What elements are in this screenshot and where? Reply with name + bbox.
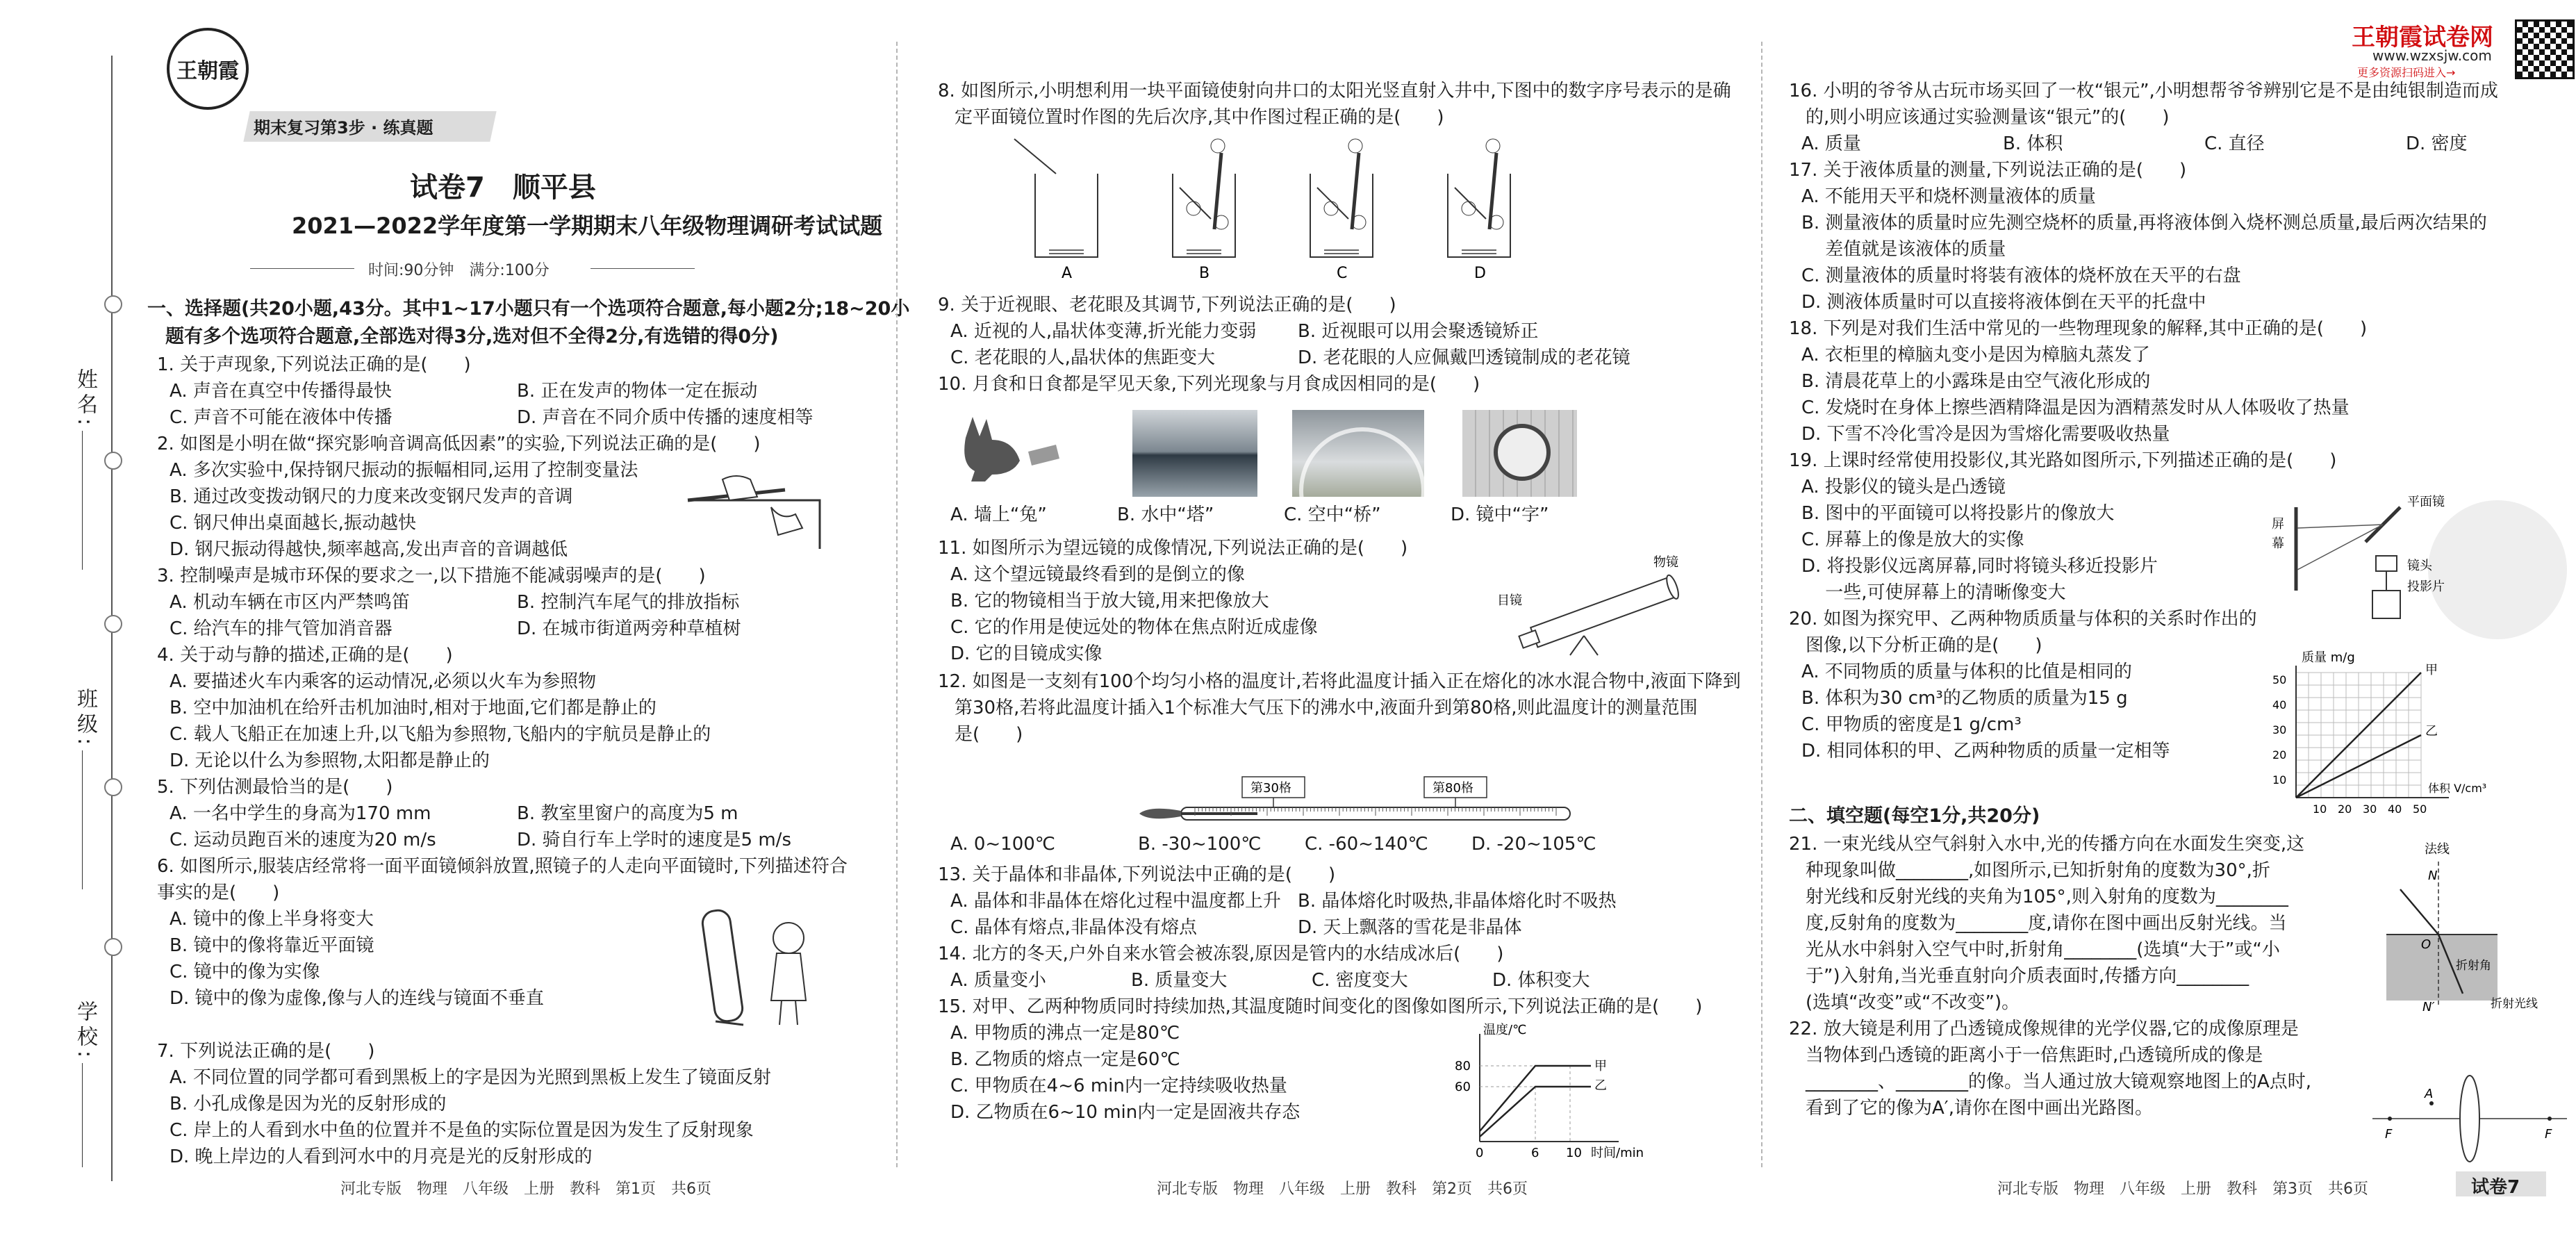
option-d: D. 无论以什么为参照物,太阳都是静止的 [170, 750, 490, 771]
option-d: D. 骑自行车上学时的速度是5 m/s [517, 830, 791, 850]
paper-meta: 时间:90分钟 满分:100分 [368, 262, 550, 279]
question-stem: 8. 如图所示,小明想利用一块平面镜使射向井口的太阳光竖直射入井中,下图中的数字序号表示的是确 [938, 81, 1731, 101]
question-line: 21. 一束光线从空气斜射入水中,光的传播方向在水面发生突变,这 [1789, 834, 2305, 855]
page-1 [0, 0, 910, 1243]
option-b: B. 教室里窗户的高度为5 m [517, 803, 738, 824]
point-o: O [2421, 937, 2431, 952]
question-22 [1789, 1016, 2311, 1121]
mirror [1352, 153, 1359, 229]
question-stem: 10. 月食和日食都是罕见天象,下列光现象与月食成因相同的是( ) [938, 374, 1480, 395]
option-c: C. 晶体有熔点,非晶体没有熔点 [950, 917, 1197, 938]
divider [250, 268, 354, 269]
binding-hole [104, 452, 122, 470]
question-2 [157, 431, 761, 563]
divider [591, 268, 695, 269]
question-stem: 1. 关于声现象,下列说法正确的是( ) [157, 354, 471, 375]
question-stem-line2: 的,则小明应该通过实验测量该“银元”的( ) [1806, 107, 2170, 128]
ytick: 80 [1455, 1059, 1471, 1073]
name-underline [82, 431, 83, 570]
option-d: D. 下雪不冷化雪冷是因为雪熔化需要吸收热量 [1801, 424, 2170, 445]
question-21 [1789, 831, 2304, 1016]
school-label: 学校: [73, 1001, 97, 1062]
step-marker [1211, 139, 1225, 153]
question-line: 光从水中斜射入空气中时,折射角________(选填“大于”或“小 [1806, 939, 2280, 960]
series-jia-label: 甲 [2425, 663, 2438, 677]
chart-ylabel: 温度/℃ [1483, 1023, 1527, 1037]
option-c: C. 钢尺伸出桌面越长,振动越快 [170, 513, 416, 534]
question-9 [938, 292, 1633, 371]
mirror-figure [695, 903, 820, 1028]
question-10 [938, 371, 1480, 397]
binding-hole [104, 778, 122, 796]
option-d: D. 密度 [2406, 133, 2468, 154]
option-a: A. 晶体和非晶体在熔化过程中温度都上升 [950, 891, 1281, 912]
question-stem: 17. 关于液体质量的测量,下列说法正确的是( ) [1789, 160, 2187, 181]
question-20 [1789, 606, 2257, 764]
option-d: D. -20~105℃ [1471, 834, 1596, 855]
option-a: A. 多次实验中,保持钢尺振动的振幅相同,运用了控制变量法 [170, 460, 638, 481]
question-line: 22. 放大镜是利用了凸透镜成像规律的光学仪器,它的成像原理是 [1789, 1019, 2299, 1039]
chart-xlabel: 时间/min [1591, 1146, 1644, 1159]
question-18 [1789, 315, 2367, 447]
option-c: C. -60~140℃ [1305, 834, 1428, 855]
question-1 [157, 352, 852, 431]
option-label: D [1474, 265, 1486, 282]
ruler-figure [681, 452, 834, 556]
ytick: 50 [2272, 673, 2287, 686]
option-c: C. 声音不可能在液体中传播 [170, 407, 393, 428]
well-mirror-figure [938, 132, 1702, 292]
option-b: B. 体积 [2003, 133, 2063, 154]
question-stem: 6. 如图所示,服装店经常将一面平面镜倾斜放置,照镜子的人走向平面镜时,下列描述符合 [157, 856, 848, 877]
option-a: A. 要描述火车内乘客的运动情况,必须以火车为参照物 [170, 671, 597, 692]
option-d: D. 测液体质量时可以直接将液体倒在天平的托盘中 [1801, 292, 2206, 313]
projector-figure [2247, 486, 2463, 625]
option-a: A. 这个望远镜最终看到的是倒立的像 [950, 564, 1245, 585]
xtick: 50 [2413, 802, 2427, 816]
well [1035, 174, 1098, 257]
telescope-figure [1494, 552, 1716, 657]
focus-right: F [2545, 1127, 2552, 1142]
class-label: 班级: [73, 688, 97, 750]
ytick: 60 [1455, 1080, 1471, 1094]
question-stem: 3. 控制噪声是城市环保的要求之一,以下措施不能减弱噪声的是( ) [157, 566, 706, 586]
question-stem: 19. 上课时经常使用投影仪,其光路如图所示,下列描述正确的是( ) [1789, 450, 2337, 471]
point-a: A [2425, 1087, 2434, 1101]
option-d: D. 它的目镜成实像 [950, 643, 1103, 664]
tower-reflection-image [1132, 410, 1257, 497]
option-b: B. -30~100℃ [1138, 834, 1262, 855]
option-c: C. 甲物质在4~6 min内一定持续吸收热量 [950, 1076, 1287, 1096]
question-8 [938, 78, 1731, 131]
point-n-prime: N′ [2422, 1000, 2435, 1014]
question-line: (选填“改变”或“不改变”)。 [1806, 992, 2020, 1013]
option-a: A. 一名中学生的身高为170 mm [170, 803, 431, 824]
step-text: 期末复习第3步 · 练真题 [254, 118, 434, 138]
ytick: 10 [2272, 773, 2287, 787]
option-d: D. 钢尺振动得越快,频率越高,发出声音的音调越低 [170, 539, 568, 560]
option-a: A. 质量变小 [950, 970, 1046, 991]
slide-label: 投影片 [2407, 579, 2445, 594]
question-stem: 20. 如图为探究甲、乙两种物质质量与体积的关系时作出的 [1789, 609, 2257, 629]
option-d: D. 晚上岸边的人看到河水中的月亮是光的反射形成的 [170, 1146, 593, 1167]
question-stem-line2: 图像,以下分析正确的是( ) [1806, 635, 2042, 656]
chart-ylabel: 质量 m/g [2302, 650, 2355, 665]
page-footer: 河北专版 物理 八年级 上册 教科 第2页 共6页 [1157, 1180, 1528, 1198]
question-stem: 14. 北方的冬天,户外自来水管会被冻裂,原因是管内的水结成冰后( ) [938, 944, 1504, 964]
option-d: D. 天上飘落的雪花是非晶体 [1298, 917, 1522, 938]
class-underline [82, 750, 83, 889]
option-d: D. 老花眼的人应佩戴凹透镜制成的老花镜 [1298, 347, 1630, 368]
well [1173, 174, 1235, 257]
mirror [1214, 153, 1221, 229]
option-c: C. 直径 [2204, 133, 2265, 154]
question-11 [938, 535, 1407, 667]
ytick: 40 [2272, 698, 2287, 711]
xtick: 20 [2338, 802, 2352, 816]
objective-label: 物镜 [1653, 555, 1678, 570]
q10-options [950, 502, 1617, 528]
option-b-cont: 差值就是该液体的质量 [1801, 239, 2006, 260]
temperature-chart [1445, 1020, 1674, 1159]
option-a: A. 近视的人,晶状体变薄,折光能力变弱 [950, 321, 1257, 342]
question-line: 看到了它的像为A′,请你在图中画出光路图。 [1806, 1098, 2153, 1119]
question-7 [157, 1038, 771, 1170]
question-17 [1789, 157, 2487, 315]
xtick: 10 [2313, 802, 2327, 816]
sun-ray [1180, 188, 1211, 219]
step-marker [1486, 139, 1500, 153]
section1-title-line2: 题有多个选项符合题意,全部选对得3分,选对但不全得2分,有选错的得0分) [165, 326, 779, 347]
point-n: N [2428, 869, 2438, 883]
option-b: B. 测量液体的质量时应先测空烧杯的质量,再将液体倒入烧杯测总质量,最后两次结果的 [1801, 213, 2487, 233]
option-b: B. 它的物镜相当于放大镜,用来把像放大 [950, 591, 1269, 611]
question-4 [157, 642, 711, 774]
option-d: D. 将投影仪远离屏幕,同时将镜头移近投影片 [1801, 556, 2158, 577]
site-name: 王朝霞试卷网 [2352, 24, 2493, 51]
option-a: A. 质量 [1801, 133, 1861, 154]
option-c: C. 甲物质的密度是1 g/cm³ [1801, 714, 2022, 735]
binding-hole [104, 615, 122, 633]
option-d: D. 镜中“字” [1451, 504, 1549, 525]
option-b: B. 控制汽车尾气的排放指标 [517, 592, 740, 613]
question-stem: 18. 下列是对我们生活中常见的一些物理现象的解释,其中正确的是( ) [1789, 318, 2368, 339]
question-stem: 11. 如图所示为望远镜的成像情况,下列说法正确的是( ) [938, 538, 1408, 559]
option-b: B. 水中“塔” [1117, 504, 1214, 525]
site-url: www.wzxsjw.com [2372, 47, 2492, 64]
question-stem: 5. 下列估测最恰当的是( ) [157, 777, 393, 798]
question-line: 当物体到凸透镜的距离小于一倍焦距时,凸透镜所成的像是 [1806, 1045, 2263, 1066]
question-line: 射光线和反射光线的夹角为105°,则入射角的度数为________ [1806, 887, 2288, 907]
step-marker [1187, 201, 1200, 215]
option-a: A. 投影仪的镜头是凸透镜 [1801, 477, 2006, 497]
option-b: B. 质量变大 [1131, 970, 1228, 991]
lens-figure [2366, 1056, 2574, 1167]
ytick: 30 [2272, 723, 2287, 736]
question-12 [938, 668, 1741, 748]
rabbit-shadow-image [952, 410, 1063, 493]
series-jia-label: 甲 [1594, 1059, 1607, 1073]
step-marker [1324, 201, 1338, 215]
option-c: C. 测量液体的质量时将装有液体的烧杯放在天平的右盘 [1801, 265, 2241, 286]
option-b: B. 清晨花草上的小露珠是由空气液化形成的 [1801, 371, 2151, 392]
question-stem: 15. 对甲、乙两种物质同时持续加热,其温度随时间变化的图像如图所示,下列说法正确的是( ) [938, 996, 1703, 1017]
option-label: B [1199, 265, 1210, 282]
question-line: ________、________的像。当人通过放大镜观察地图上的A点时, [1806, 1071, 2312, 1092]
question-stem: 4. 关于动与静的描述,正确的是( ) [157, 645, 453, 666]
question-stem-line2: 第30格,若将此温度计插入1个标准大气压下的沸水中,液面升到第80格,则此温度计的测量范围 [955, 698, 1698, 718]
option-b: B. 小孔成像是因为光的反射形成的 [170, 1094, 447, 1114]
option-a: A. 机动车辆在市区内严禁鸣笛 [170, 592, 410, 613]
screen-label-2: 幕 [2272, 536, 2284, 551]
option-d: D. 体积变大 [1492, 970, 1590, 991]
step-marker [1348, 139, 1362, 153]
option-c: C. 屏幕上的像是放大的实像 [1801, 529, 2024, 550]
page-2 [896, 0, 1761, 1243]
sun-ray [1317, 188, 1348, 219]
option-a: A. 墙上“兔” [950, 504, 1047, 525]
option-b: B. 通过改变拨动钢尺的力度来改变钢尺发声的音调 [170, 486, 573, 507]
xtick: 40 [2388, 802, 2402, 816]
box-30: 第30格 [1250, 781, 1291, 796]
option-d-cont: 一些,可使屏幕上的清晰像变大 [1801, 582, 2066, 603]
q12-options [950, 831, 1638, 857]
xtick: 6 [1531, 1146, 1539, 1159]
mirror-label: 平面镜 [2407, 495, 2445, 509]
question-stem-line3: 是( ) [955, 724, 1023, 745]
ytick: 20 [2272, 748, 2287, 762]
option-c: C. 镜中的像为实像 [170, 962, 320, 982]
option-b: B. 图中的平面镜可以将投影片的像放大 [1801, 503, 2115, 524]
option-a: A. 0~100℃ [950, 834, 1056, 855]
option-a: A. 不同物质的质量与体积的比值是相同的 [1801, 661, 2132, 682]
page-3 [1761, 0, 2576, 1243]
option-d: D. 声音在不同介质中传播的速度相等 [517, 407, 814, 428]
option-b: B. 镜中的像将靠近平面镜 [170, 935, 374, 956]
mirror [1489, 153, 1496, 229]
option-b: B. 乙物质的熔点一定是60℃ [950, 1049, 1180, 1070]
question-16 [1789, 78, 2576, 157]
option-a: A. 镜中的像上半身将变大 [170, 909, 374, 930]
series-yi-label: 乙 [1594, 1078, 1607, 1093]
question-stem-line2: 定平面镜位置时作图的先后次序,其中作图过程正确的是( ) [955, 107, 1444, 128]
normal-label: 法线 [2425, 842, 2450, 857]
xtick: 30 [2363, 802, 2377, 816]
well [1310, 174, 1373, 257]
paper-tag-text: 试卷7 [2471, 1177, 2520, 1198]
qr-code [2515, 19, 2575, 79]
option-label: C [1337, 265, 1348, 282]
option-b: B. 晶体熔化时吸热,非晶体熔化时不吸热 [1298, 891, 1617, 912]
refraction-figure [2359, 841, 2539, 1028]
series-yi-label: 乙 [2425, 724, 2438, 739]
question-5 [157, 774, 852, 853]
section2-title: 二、填空题(每空1分,共20分) [1789, 805, 2040, 827]
lens-label: 镜头 [2407, 559, 2432, 573]
question-13 [938, 862, 1633, 941]
option-c: C. 岸上的人看到水中鱼的位置并不是鱼的实际位置是因为发生了反射现象 [170, 1120, 754, 1141]
brand-logo [167, 28, 249, 110]
option-b: B. 空中加油机在给歼击机加油时,相对于地面,它们都是静止的 [170, 698, 657, 718]
school-underline [82, 1063, 83, 1167]
question-stem: 7. 下列说法正确的是( ) [157, 1041, 375, 1062]
name-label: 姓名: [73, 368, 97, 430]
option-c: C. 密度变大 [1312, 970, 1408, 991]
brand-logo-text: 王朝霞 [176, 59, 239, 83]
option-c: C. 运动员跑百米的速度为20 m/s [170, 830, 436, 850]
eyepiece-label: 目镜 [1497, 593, 1522, 608]
xtick: 10 [1566, 1146, 1582, 1159]
question-line: 种现象叫做________,如图所示,已知折射角的度数为30°,折 [1806, 860, 2270, 881]
option-a: A. 声音在真空中传播得最快 [170, 381, 392, 402]
paper-subtitle: 2021—2022学年度第一学期期末八年级物理调研考试试题 [292, 213, 883, 239]
option-a: A. 甲物质的沸点一定是80℃ [950, 1023, 1180, 1044]
magnifier-image [1462, 410, 1577, 497]
option-c: C. 给汽车的排气管加消音器 [170, 618, 393, 639]
option-a: A. 衣柜里的樟脑丸变小是因为樟脑丸蒸发了 [1801, 345, 2150, 365]
question-stem: 16. 小明的爷爷从古玩市场买回了一枚“银元”,小明想帮爷爷辨别它是不是由纯银制造而成 [1789, 81, 2498, 101]
screen-label-1: 屏 [2272, 517, 2284, 532]
mass-volume-chart [2261, 638, 2491, 818]
binding-hole [104, 938, 122, 956]
xtick: 0 [1476, 1146, 1484, 1159]
question-line: 度,反射角的度数为________度,请你在图中画出反射光线。当 [1806, 913, 2287, 934]
option-a: A. 不能用天平和烧杯测量液体的质量 [1801, 186, 2096, 207]
option-c: C. 发烧时在身体上擦些酒精降温是因为酒精蒸发时从人体吸收了热量 [1801, 397, 2350, 418]
option-b: B. 正在发声的物体一定在振动 [517, 381, 758, 402]
well [1448, 174, 1510, 257]
question-3 [157, 563, 852, 642]
site-sub: 更多资源扫码进入→ [2357, 66, 2456, 79]
paper-title: 试卷7 顺平县 [410, 172, 596, 204]
page-footer: 河北专版 物理 八年级 上册 教科 第1页 共6页 [340, 1180, 711, 1198]
box-80: 第80格 [1433, 781, 1473, 796]
option-d: D. 镜中的像为虚像,像与人的连线与镜面不垂直 [170, 988, 544, 1009]
question-line: 于”)入射角,当光垂直射向介质表面时,传播方向________ [1806, 966, 2249, 987]
question-stem: 9. 关于近视眼、老花眼及其调节,下列说法正确的是( ) [938, 295, 1396, 315]
angle-label: 折射角 [2456, 959, 2491, 973]
sun-ray [1455, 188, 1486, 219]
option-c: C. 空中“桥” [1284, 504, 1381, 525]
refracted-ray-label: 折射光线 [2491, 997, 2538, 1011]
question-stem: 12. 如图是一支刻有100个均匀小格的温度计,若将此温度计插入正在熔化的冰水混合物中,液面下降到 [938, 671, 1741, 692]
step-marker [1462, 201, 1476, 215]
option-b: B. 体积为30 cm³的乙物质的质量为15 g [1801, 688, 2128, 709]
page-footer: 河北专版 物理 八年级 上册 教科 第3页 共6页 [1997, 1180, 2368, 1198]
binding-hole [104, 295, 122, 313]
section1-title: 一、选择题(共20小题,43分。其中1~17小题只有一个选项符合题意,每小题2分;18~20小 [147, 298, 910, 320]
option-d: D. 乙物质在6~10 min内一定是固液共存态 [950, 1102, 1301, 1123]
focus-left: F [2385, 1127, 2393, 1142]
question-14 [938, 941, 1660, 994]
thermometer-figure [1139, 771, 1626, 827]
option-c: C. 它的作用是使远处的物体在焦点附近成虚像 [950, 617, 1318, 638]
chart-xlabel: 体积 V/cm³ [2428, 782, 2487, 795]
option-b: B. 近视眼可以用会聚透镜矫正 [1298, 321, 1539, 342]
sun-ray [1014, 139, 1056, 174]
option-label: A [1062, 265, 1073, 282]
option-d: D. 在城市街道两旁种草植树 [517, 618, 741, 639]
rainbow-image [1292, 410, 1424, 497]
question-stem-line2: 事实的是( ) [157, 882, 280, 903]
option-d: D. 相同体积的甲、乙两种物质的质量一定相等 [1801, 741, 2170, 762]
option-c: C. 载人飞船正在加速上升,以飞船为参照物,飞船内的宇航员是静止的 [170, 724, 711, 745]
option-a: A. 不同位置的同学都可看到黑板上的字是因为光照到黑板上发生了镜面反射 [170, 1067, 771, 1088]
option-c: C. 老花眼的人,晶状体的焦距变大 [950, 347, 1215, 368]
question-stem: 2. 如图是小明在做“探究影响音调高低因素”的实验,下列说法正确的是( ) [157, 434, 761, 454]
question-stem: 13. 关于晶体和非晶体,下列说法中正确的是( ) [938, 864, 1336, 885]
